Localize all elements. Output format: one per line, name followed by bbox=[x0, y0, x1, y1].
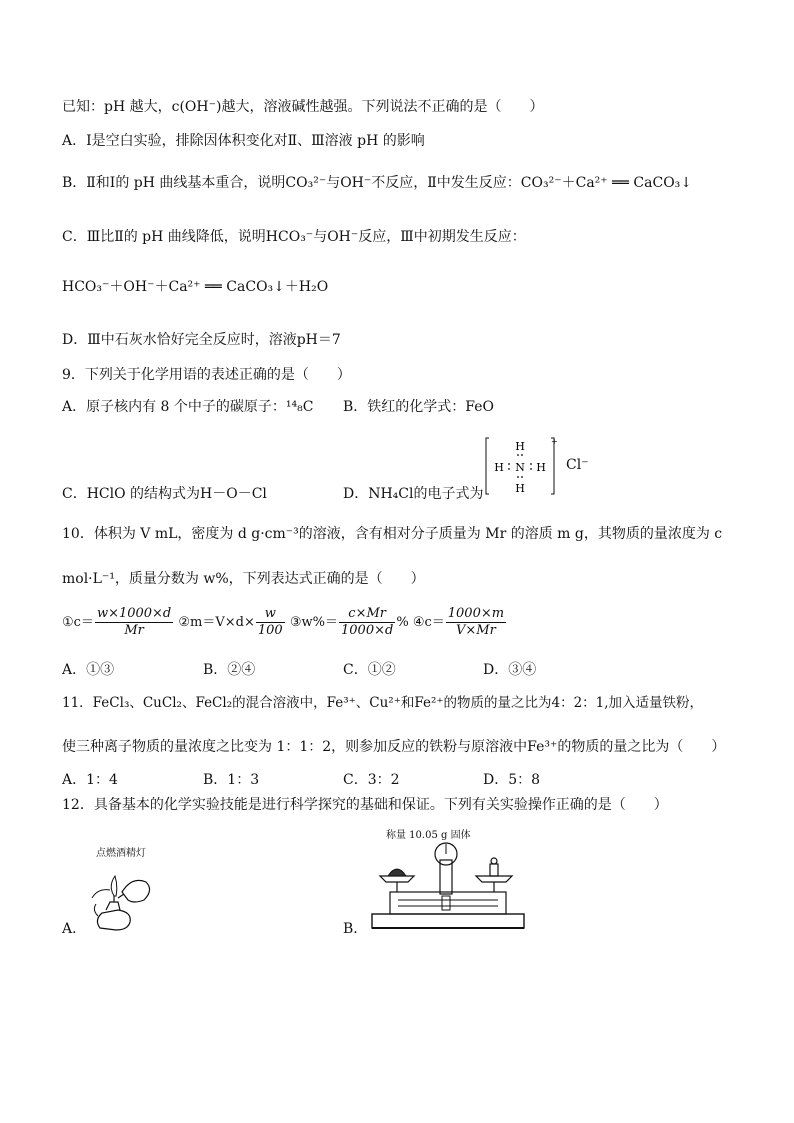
formula3-denominator: 1000×d bbox=[341, 623, 394, 638]
formula1-label: ①c＝ bbox=[62, 615, 94, 630]
q10-formulas bbox=[62, 606, 507, 639]
q8-option-c-equation: HCO₃⁻＋OH⁻＋Ca²⁺ ══ CaCO₃↓＋H₂O bbox=[62, 279, 329, 295]
q12-option-b-label: B． bbox=[343, 921, 368, 937]
q8-option-d: D．Ⅲ中石灰水恰好完全反应时，溶液pH＝7 bbox=[62, 332, 341, 348]
formula2-numerator: w bbox=[256, 606, 285, 623]
formula3-percent: % bbox=[396, 615, 409, 630]
svg-text:N: N bbox=[515, 461, 525, 474]
q11-option-b: B．1：3 bbox=[203, 772, 260, 788]
formula4-denominator: V×Mr bbox=[456, 623, 496, 638]
q9-chloride-ion: Cl⁻ bbox=[566, 457, 589, 473]
svg-text:H: H bbox=[494, 461, 504, 474]
formula1-fraction bbox=[95, 606, 173, 639]
q9-stem: 9．下列关于化学用语的表述正确的是（ ） bbox=[62, 367, 351, 383]
ammonium-electron-dot-diagram bbox=[485, 436, 558, 496]
formula2-label: ②m＝V×d× bbox=[178, 615, 255, 630]
formula3-fraction bbox=[339, 606, 395, 639]
formula4-fraction bbox=[446, 606, 506, 639]
svg-text:H: H bbox=[515, 482, 525, 495]
q11-option-a: A．1：4 bbox=[62, 772, 118, 788]
formula1-denominator: Mr bbox=[124, 623, 144, 638]
formula3-numerator: c×Mr bbox=[339, 606, 395, 623]
q10-option-b: B．②④ bbox=[203, 662, 256, 678]
formula2-denominator: 100 bbox=[257, 623, 283, 638]
q8-option-b: B．Ⅱ和Ⅰ的 pH 曲线基本重合，说明CO₃²⁻与OH⁻不反应，Ⅱ中发生反应：CO₃²⁻＋Ca²⁺ ══ CaCO₃↓ bbox=[62, 175, 693, 191]
q10-stem-line2: mol·L⁻¹，质量分数为 w%，下列表达式正确的是（ ） bbox=[62, 571, 425, 587]
q8-option-a: A．Ⅰ是空白实验，排除因体积变化对Ⅱ、Ⅲ溶液 pH 的影响 bbox=[62, 133, 425, 149]
svg-text:H: H bbox=[536, 461, 546, 474]
balance-scale-figure bbox=[368, 840, 528, 934]
q9-option-d: D．NH₄Cl的电子式为 bbox=[343, 486, 484, 502]
q10-option-a: A．①③ bbox=[62, 662, 115, 678]
q8-stem: 已知：pH 越大，c(OH⁻)越大，溶液碱性越强。下列说法不正确的是（ ） bbox=[62, 99, 544, 115]
q11-stem-line1: 11．FeCl₃、CuCl₂、FeCl₂的混合溶液中，Fe³⁺、Cu²⁺和Fe²⁺的物质的量之比为4：2：1,加入适量铁粉， bbox=[62, 695, 704, 711]
formula2-fraction bbox=[256, 606, 285, 639]
svg-text:H: H bbox=[515, 440, 525, 453]
q11-stem-line2: 使三种离子物质的量浓度之比变为 1：1：2，则参加反应的铁粉与原溶液中Fe³⁺的物质的量之比为（ ） bbox=[62, 739, 726, 755]
q12-stem: 12．具备基本的化学实验技能是进行科学探究的基础和保证。下列有关实验操作正确的是（ ） bbox=[62, 797, 668, 813]
svg-text:+: + bbox=[551, 437, 558, 446]
q11-option-d: D．5：8 bbox=[483, 772, 541, 788]
formula3-label: ③w%＝ bbox=[289, 615, 338, 630]
q10-stem-line1: 10．体积为 V mL，密度为 d g·cm⁻³的溶液，含有相对分子质量为 Mr 的溶质 m g，其物质的量浓度为 c bbox=[62, 526, 723, 542]
q9-option-b: B．铁红的化学式：FeO bbox=[343, 399, 494, 415]
fig-b-caption: 称量 10.05 g 固体 bbox=[386, 830, 471, 841]
q11-option-c: C．3：2 bbox=[343, 772, 400, 788]
formula4-label: ④c＝ bbox=[412, 615, 445, 630]
formula1-numerator: w×1000×d bbox=[96, 606, 172, 621]
q9-option-a: A．原子核内有 8 个中子的碳原子：¹⁴₈C bbox=[62, 399, 314, 415]
alcohol-lamp-figure bbox=[88, 858, 158, 933]
q10-option-c: C．①② bbox=[343, 662, 396, 678]
formula4-numerator: 1000×m bbox=[447, 606, 505, 621]
q10-option-d: D．③④ bbox=[483, 662, 537, 678]
q8-option-c: C．Ⅲ比Ⅱ的 pH 曲线降低，说明HCO₃⁻与OH⁻反应，Ⅲ中初期发生反应： bbox=[62, 229, 526, 245]
fig-a-caption: 点燃酒精灯 bbox=[96, 848, 146, 859]
q9-option-c: C．HClO 的结构式为H－O－Cl bbox=[62, 486, 267, 502]
q12-option-a-label: A． bbox=[62, 921, 87, 937]
